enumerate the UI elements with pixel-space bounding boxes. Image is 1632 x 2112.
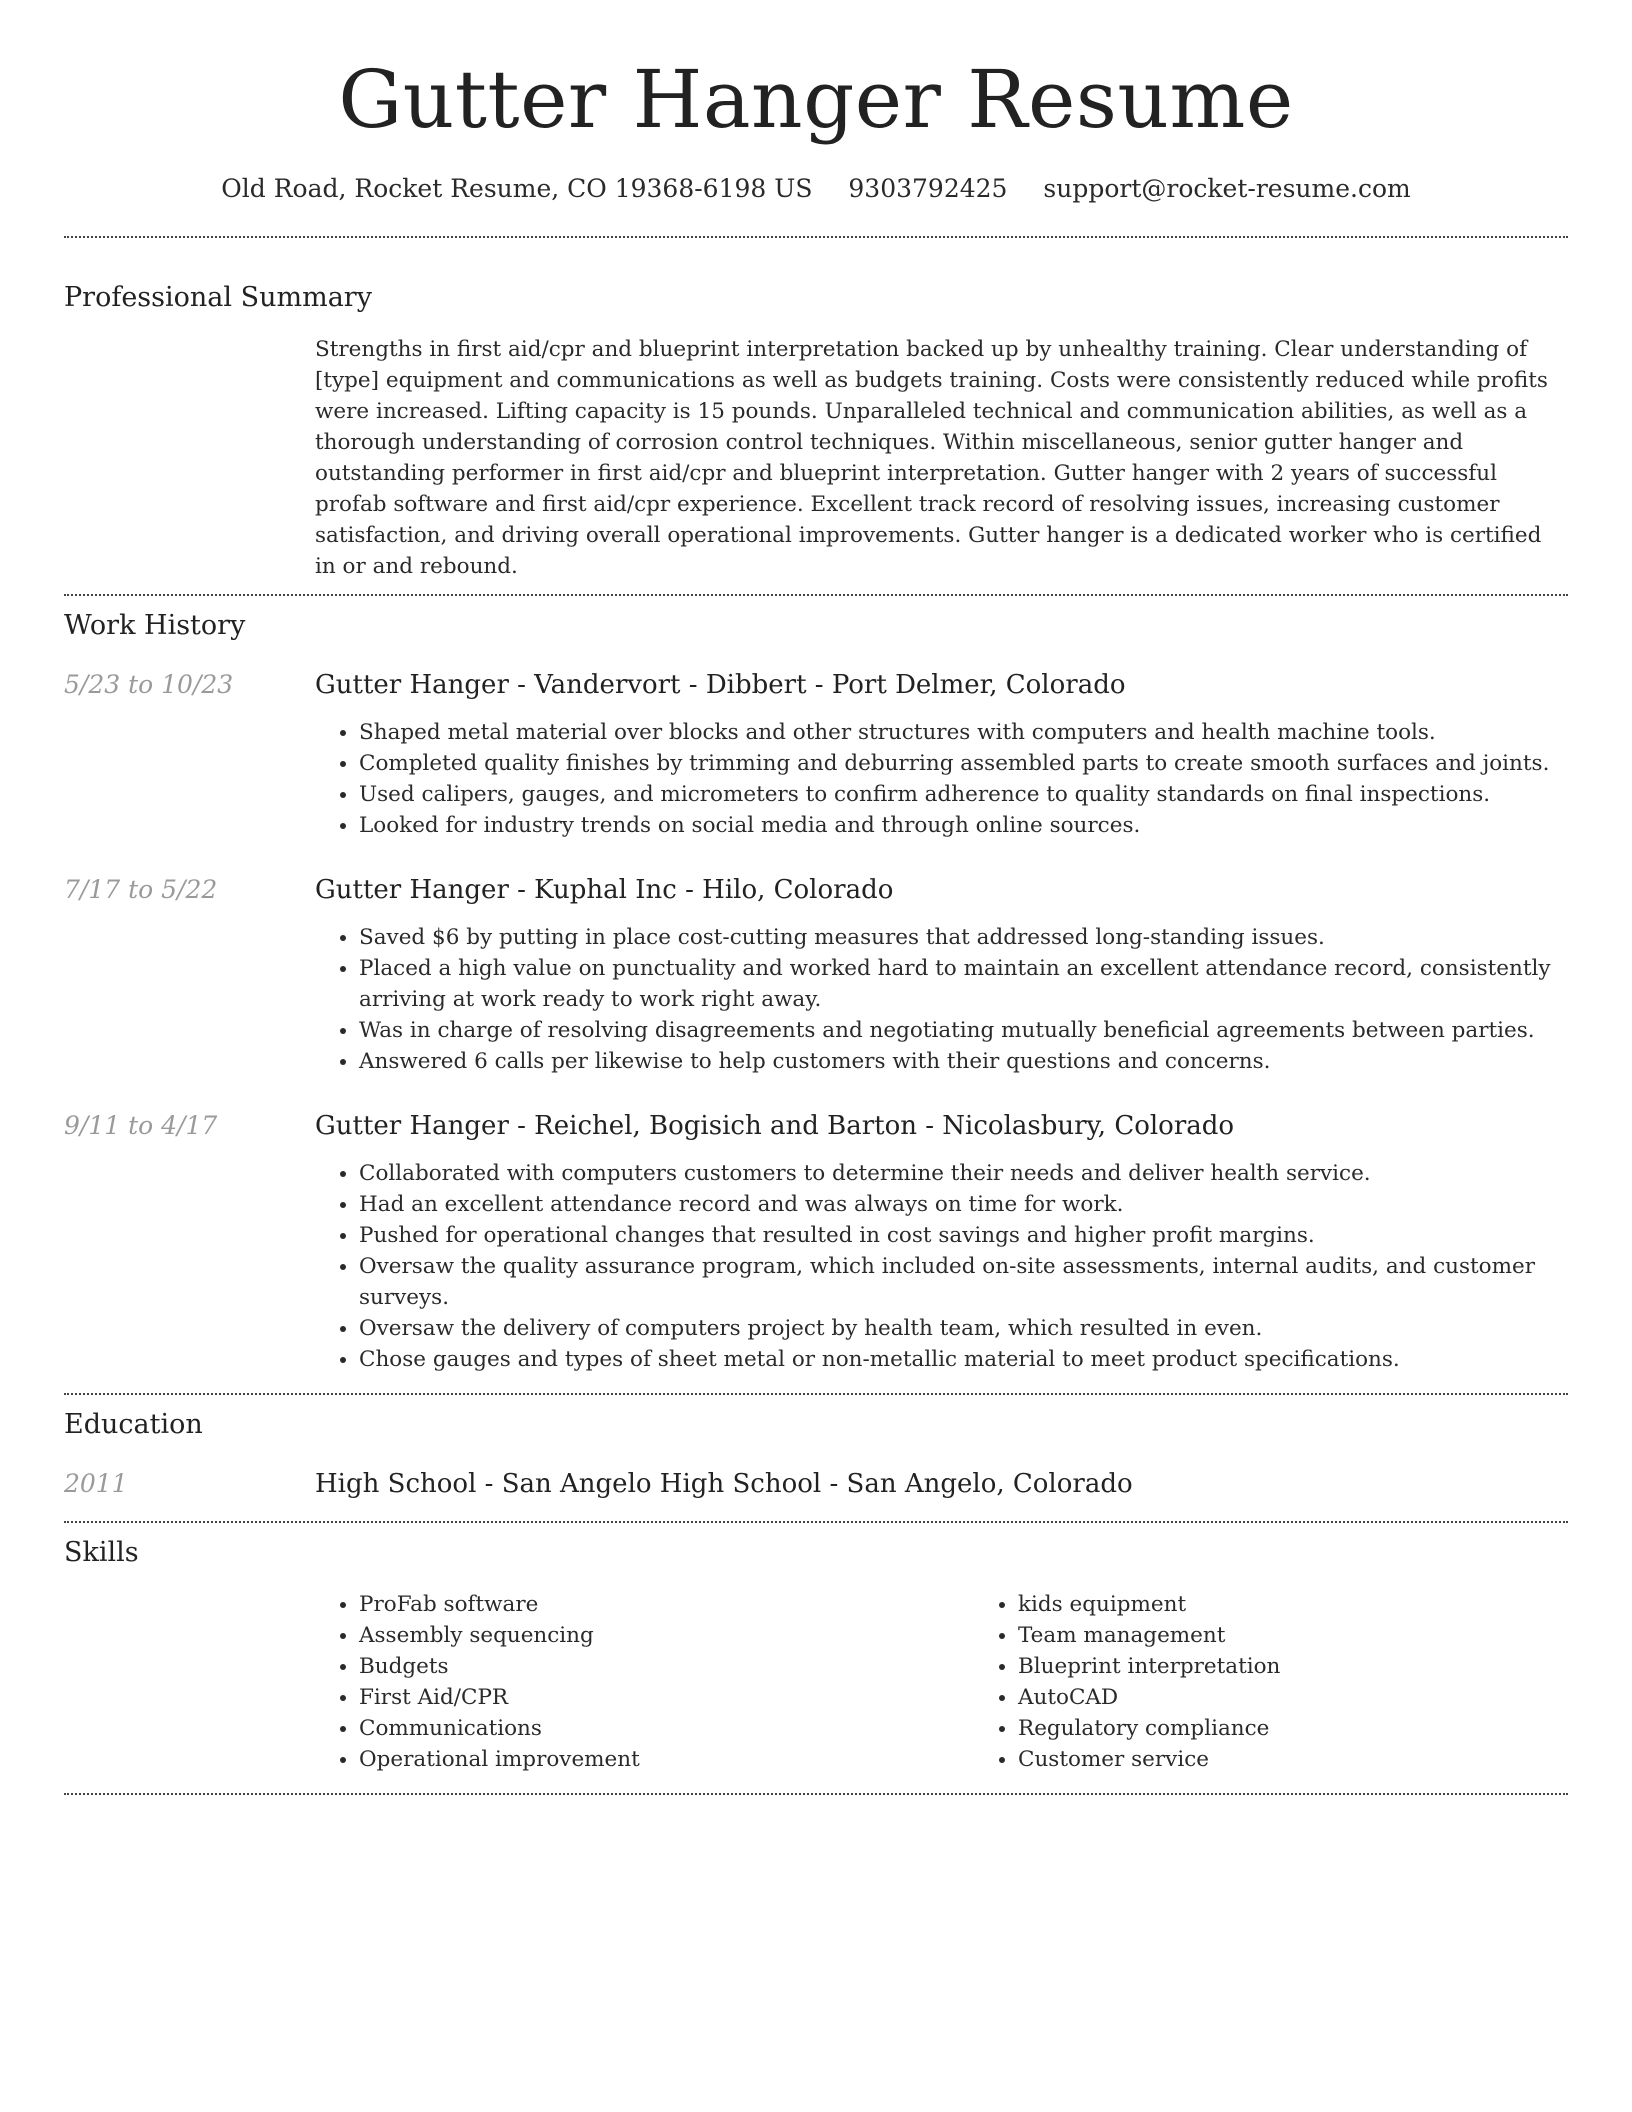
list-item: • Used calipers, gauges, and micrometers to confirm adherence to quality standards on final inspections. bbox=[359, 779, 1568, 810]
skill-item: • Customer service bbox=[1018, 1744, 1632, 1775]
divider bbox=[64, 236, 1568, 238]
skill-item: • Operational improvement bbox=[359, 1744, 974, 1775]
list-item: • Oversaw the quality assurance program, which included on-site assessments, internal audits, and customer surveys. bbox=[359, 1251, 1568, 1313]
skill-item: • Blueprint interpretation bbox=[1018, 1651, 1632, 1682]
job-bullets bbox=[315, 922, 1568, 1077]
list-item: • Collaborated with computers customers to determine their needs and deliver health service. bbox=[359, 1158, 1568, 1189]
job-heading: Gutter Hanger - Vandervort - Dibbert - Port Delmer, Colorado bbox=[315, 670, 1126, 700]
section-title-summary: Professional Summary bbox=[64, 282, 372, 313]
list-item: • Pushed for operational changes that resulted in cost savings and higher profit margins. bbox=[359, 1220, 1568, 1251]
skill-item: • ProFab software bbox=[359, 1589, 974, 1620]
skills-list-right bbox=[974, 1589, 1632, 1775]
skills-spacer bbox=[64, 1589, 315, 1775]
skill-item: • Regulatory compliance bbox=[1018, 1713, 1632, 1744]
list-item: • Answered 6 calls per likewise to help customers with their questions and concerns. bbox=[359, 1046, 1568, 1077]
resume-title: Gutter Hanger Resume bbox=[338, 53, 1294, 146]
skills-list-left bbox=[315, 1589, 974, 1775]
section-title-work-history: Work History bbox=[64, 610, 246, 641]
list-item: • Shaped metal material over blocks and other structures with computers and health machine tools. bbox=[359, 717, 1568, 748]
contact-phone: 9303792425 bbox=[848, 174, 1008, 203]
job-heading: Gutter Hanger - Reichel, Bogisich and Barton - Nicolasbury, Colorado bbox=[315, 1111, 1235, 1141]
job-dates: 7/17 to 5/22 bbox=[64, 875, 218, 904]
skill-item: • Communications bbox=[359, 1713, 974, 1744]
list-item: • Completed quality finishes by trimming and deburring assembled parts to create smooth surfaces and joints. bbox=[359, 748, 1568, 779]
skills-section bbox=[64, 1535, 1568, 1775]
resume-header bbox=[0, 0, 1632, 206]
divider bbox=[64, 1521, 1568, 1523]
list-item: • Oversaw the delivery of computers project by health team, which resulted in even. bbox=[359, 1313, 1568, 1344]
skill-item: • Assembly sequencing bbox=[359, 1620, 974, 1651]
job-dates: 5/23 to 10/23 bbox=[64, 670, 234, 699]
list-item: • Was in charge of resolving disagreements and negotiating mutually beneficial agreements between parties. bbox=[359, 1015, 1568, 1046]
section-title-education: Education bbox=[64, 1409, 203, 1440]
job-heading: Gutter Hanger - Kuphal Inc - Hilo, Colorado bbox=[315, 875, 894, 905]
job-entry bbox=[64, 668, 1568, 841]
job-entry bbox=[64, 1109, 1568, 1375]
summary-spacer bbox=[64, 334, 315, 582]
divider bbox=[64, 594, 1568, 596]
education-year: 2011 bbox=[64, 1469, 128, 1498]
skills-columns bbox=[315, 1589, 1632, 1775]
divider bbox=[64, 1393, 1568, 1395]
list-item: • Saved $6 by putting in place cost-cutting measures that addressed long-standing issues. bbox=[359, 922, 1568, 953]
job-bullets bbox=[315, 717, 1568, 841]
list-item: • Chose gauges and types of sheet metal or non-metallic material to meet product specifications. bbox=[359, 1344, 1568, 1375]
contact-line bbox=[0, 172, 1632, 206]
contact-email: support@rocket-resume.com bbox=[1043, 174, 1411, 203]
job-entry bbox=[64, 873, 1568, 1077]
list-item: • Had an excellent attendance record and was always on time for work. bbox=[359, 1189, 1568, 1220]
skill-item: • Budgets bbox=[359, 1651, 974, 1682]
job-bullets bbox=[315, 1158, 1568, 1375]
skill-item: • Team management bbox=[1018, 1620, 1632, 1651]
contact-address: Old Road, Rocket Resume, CO 19368-6198 US bbox=[221, 174, 813, 203]
divider bbox=[64, 1793, 1568, 1795]
education-heading: High School - San Angelo High School - San Angelo, Colorado bbox=[315, 1469, 1133, 1499]
section-title-skills: Skills bbox=[64, 1537, 139, 1568]
list-item: • Looked for industry trends on social media and through online sources. bbox=[359, 810, 1568, 841]
work-history-section bbox=[64, 608, 1568, 1375]
list-item: • Placed a high value on punctuality and worked hard to maintain an excellent attendance record, consistently arriving at work ready to work right away. bbox=[359, 953, 1568, 1015]
summary-text: Strengths in first aid/cpr and blueprint interpretation backed up by unhealthy training. Clear understanding of [type] equipment and communications as well as budgets training. Costs were consistently reduced while profits were increased. Lifting capacity is 15 pounds. Unparalleled technical and communication abilities, as well as a thorough understanding of corrosion control techniques. Within miscellaneous, senior gutter hanger and outstanding performer in first aid/cpr and blueprint interpretation. Gutter hanger with 2 years of successful profab software and first aid/cpr experience. Excellent track record of resolving issues, increasing customer satisfaction, and driving overall operational improvements. Gutter hanger is a dedicated worker who is certified in or and rebound. bbox=[315, 337, 1548, 579]
summary-section bbox=[64, 280, 1568, 582]
job-dates: 9/11 to 4/17 bbox=[64, 1111, 218, 1140]
skill-item: • AutoCAD bbox=[1018, 1682, 1632, 1713]
education-section bbox=[64, 1407, 1568, 1501]
education-entry bbox=[64, 1467, 1568, 1501]
skill-item: • kids equipment bbox=[1018, 1589, 1632, 1620]
skill-item: • First Aid/CPR bbox=[359, 1682, 974, 1713]
